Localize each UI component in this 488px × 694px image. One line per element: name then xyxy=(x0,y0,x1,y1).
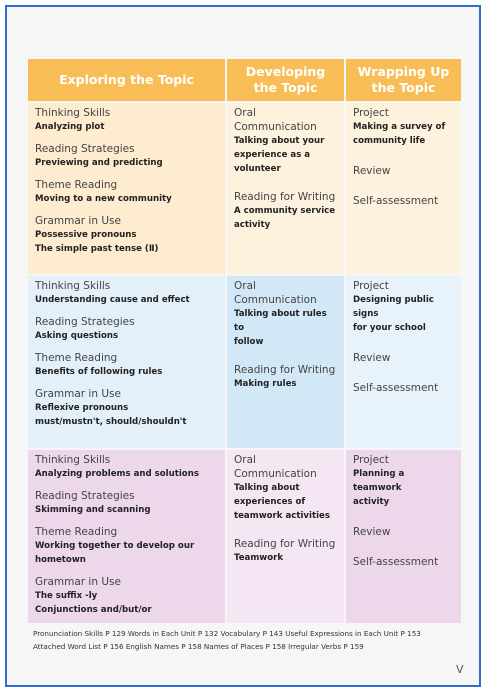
category-label: Reading Strategies xyxy=(35,490,135,502)
topic-detail: follow xyxy=(234,337,264,347)
category-label: Reading for Writing xyxy=(234,191,336,203)
topic-detail: Talking about xyxy=(234,483,300,493)
category-label: Grammar in Use xyxy=(35,215,121,227)
topic-detail: community life xyxy=(353,136,426,146)
category-label: Review xyxy=(353,165,391,177)
topic-detail: activity xyxy=(353,497,390,507)
topic-item xyxy=(35,489,219,517)
topic-item xyxy=(35,106,219,134)
category-label: Thinking Skills xyxy=(35,280,111,292)
topic-item xyxy=(234,190,338,232)
category-label: Reading for Writing xyxy=(234,364,336,376)
category-label: Oral Communication xyxy=(234,454,317,480)
topic-detail: teamwork activities xyxy=(234,511,330,521)
category-label: Theme Reading xyxy=(35,352,118,364)
cell-row2-col1 xyxy=(28,276,225,448)
category-label: Self-assessment xyxy=(353,556,439,568)
topic-item xyxy=(353,106,455,148)
topic-detail: Skimming and scanning xyxy=(35,505,151,515)
appendix-footer xyxy=(28,627,461,653)
topic-item xyxy=(234,453,338,523)
category-label: Theme Reading xyxy=(35,526,118,538)
category-label: Grammar in Use xyxy=(35,388,121,400)
topic-item xyxy=(35,387,219,429)
topic-item xyxy=(353,279,455,335)
category-label: Review xyxy=(353,526,391,538)
topic-detail: Moving to a new community xyxy=(35,194,172,204)
topic-detail: Possessive pronouns xyxy=(35,230,137,240)
topic-item xyxy=(234,363,338,391)
topic-detail: volunteer xyxy=(234,164,281,174)
topic-item xyxy=(35,279,219,307)
category-label: Review xyxy=(353,352,391,364)
category-label: Thinking Skills xyxy=(35,454,111,466)
topic-detail: The simple past tense (Ⅱ) xyxy=(35,244,159,254)
topic-detail: Reflexive pronouns xyxy=(35,403,129,413)
category-label: Theme Reading xyxy=(35,179,118,191)
topic-detail: Talking about rules to xyxy=(234,309,327,333)
category-label: Oral Communication xyxy=(234,280,317,306)
cell-row1-col1 xyxy=(28,103,225,274)
topic-detail: Working together to develop our xyxy=(35,541,195,551)
category-label: Reading Strategies xyxy=(35,143,135,155)
topic-detail: Planning a teamwork xyxy=(353,469,405,493)
topic-detail: Conjunctions and/but/or xyxy=(35,605,152,615)
topic-detail: Benefits of following rules xyxy=(35,367,163,377)
cell-row3-col2 xyxy=(227,450,344,623)
page-frame xyxy=(5,5,481,687)
category-label: Self-assessment xyxy=(353,195,439,207)
header-exploring: Exploring the Topic xyxy=(28,59,225,101)
topic-detail: Analyzing problems and solutions xyxy=(35,469,199,479)
topic-detail: Making a survey of xyxy=(353,122,446,132)
page-number: V xyxy=(456,663,464,676)
cell-row2-col2 xyxy=(227,276,344,448)
topic-detail: Previewing and predicting xyxy=(35,158,163,168)
topic-item xyxy=(35,142,219,170)
topic-detail: Understanding cause and effect xyxy=(35,295,190,305)
cell-row1-col2 xyxy=(227,103,344,274)
topic-detail: experiences of xyxy=(234,497,306,507)
topic-detail: The suffix -ly xyxy=(35,591,98,601)
header-wrapping-up: Wrapping Up the Topic xyxy=(346,59,461,101)
footer-line-2: Attached Word List P 156 English Names P 158 Names of Places P 158 Irregular Verbs P 159 xyxy=(33,642,364,651)
topic-detail: Analyzing plot xyxy=(35,122,105,132)
topic-detail: A community service xyxy=(234,206,336,216)
category-label: Reading for Writing xyxy=(234,538,336,550)
topic-detail: Making rules xyxy=(234,379,297,389)
topic-detail: experience as a xyxy=(234,150,311,160)
category-label: Project xyxy=(353,107,389,119)
footer-line-1: Pronunciation Skills P 129 Words in Each Unit P 132 Vocabulary P 143 Useful Expressions in Each Unit P 153 xyxy=(33,629,421,638)
topic-item xyxy=(234,279,338,349)
category-label: Reading Strategies xyxy=(35,316,135,328)
topic-detail: for your school xyxy=(353,323,426,333)
category-label: Project xyxy=(353,280,389,292)
topic-item xyxy=(234,106,338,176)
cell-row2-col3 xyxy=(346,276,461,448)
topic-detail: must/mustn't, should/shouldn't xyxy=(35,417,187,427)
topic-item xyxy=(353,194,455,208)
topic-detail: activity xyxy=(234,220,271,230)
topic-detail: hometown xyxy=(35,555,86,565)
topic-item xyxy=(353,555,455,569)
topic-item xyxy=(35,351,219,379)
topic-item xyxy=(35,453,219,481)
topic-item xyxy=(353,164,455,178)
topic-item xyxy=(35,315,219,343)
topic-detail: Talking about your xyxy=(234,136,325,146)
header-developing: Developing the Topic xyxy=(227,59,344,101)
topic-item xyxy=(35,575,219,617)
category-label: Thinking Skills xyxy=(35,107,111,119)
topic-item xyxy=(353,525,455,539)
topic-detail: Designing public signs xyxy=(353,295,434,319)
topic-item xyxy=(35,214,219,256)
topic-item xyxy=(353,453,455,509)
category-label: Self-assessment xyxy=(353,382,439,394)
topic-item xyxy=(353,351,455,365)
category-label: Project xyxy=(353,454,389,466)
category-label: Grammar in Use xyxy=(35,576,121,588)
cell-row1-col3 xyxy=(346,103,461,274)
category-label: Oral Communication xyxy=(234,107,317,133)
topic-item xyxy=(353,381,455,395)
topic-item xyxy=(234,537,338,565)
topic-item xyxy=(35,525,219,567)
topic-detail: Asking questions xyxy=(35,331,119,341)
topic-detail: Teamwork xyxy=(234,553,284,563)
cell-row3-col1 xyxy=(28,450,225,623)
topic-item xyxy=(35,178,219,206)
cell-row3-col3 xyxy=(346,450,461,623)
